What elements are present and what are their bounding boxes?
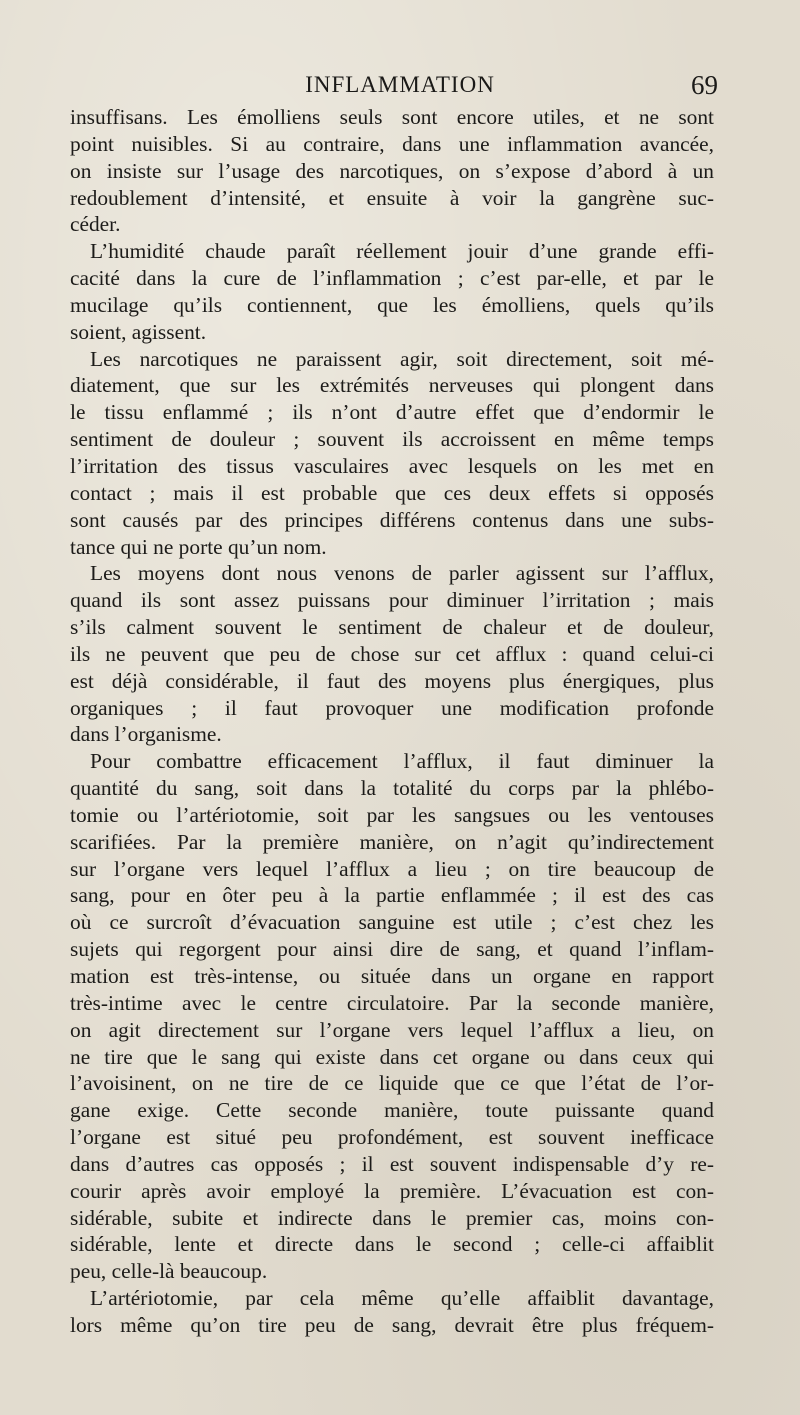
- body-text: [70, 104, 714, 1339]
- text-line: soient, agissent.: [70, 319, 207, 344]
- text-line: le tissu enflammé ; ils n’ont d’autre effet que d’endormir le: [70, 400, 714, 425]
- text-line: très-intime avec le centre circulatoire. Par la seconde manière,: [70, 990, 714, 1015]
- text-line: redoublement d’intensité, et ensuite à voir la gangrène suc-: [70, 185, 714, 210]
- text-line: lors même qu’on tire peu de sang, devrait être plus fréquem-: [70, 1312, 714, 1337]
- text-line: sujets qui regorgent pour ainsi dire de sang, et quand l’inflam-: [70, 937, 714, 962]
- text-line: insuffisans. Les émolliens seuls sont encore utiles, et ne sont: [70, 105, 714, 129]
- text-line: Pour combattre efficacement l’afflux, il faut diminuer la: [90, 749, 714, 774]
- text-line: tance qui ne porte qu’un nom.: [70, 534, 327, 559]
- text-line: ils ne peuvent que peu de chose sur cet afflux : quand celui-ci: [70, 641, 714, 666]
- text-line: s’ils calment souvent le sentiment de chaleur et de douleur,: [70, 615, 714, 640]
- text-line: sont causés par des principes différens contenus dans une subs-: [70, 507, 714, 532]
- text-line: ne tire que le sang qui existe dans cet organe ou dans ceux qui: [70, 1044, 714, 1069]
- text-line: sidérable, subite et indirecte dans le premier cas, moins con-: [70, 1205, 714, 1230]
- page-header: [0, 70, 800, 104]
- text-line: l’organe est situé peu profondément, est souvent inefficace: [70, 1125, 714, 1150]
- text-line: dans l’organisme.: [70, 722, 222, 747]
- text-line: mation est très-intense, ou située dans un organe en rapport: [70, 964, 714, 988]
- text-line: on insiste sur l’usage des narcotiques, on s’expose d’abord à un: [70, 158, 714, 183]
- text-line: courir après avoir employé la première. L’évacuation est con-: [70, 1178, 714, 1203]
- text-line: sang, pour en ôter peu à la partie enflammée ; il est des cas: [70, 883, 714, 908]
- text-line: organiques ; il faut provoquer une modification profonde: [70, 695, 714, 720]
- text-line: tomie ou l’artériotomie, soit par les sangsues ou les ventouses: [70, 802, 714, 827]
- running-title: INFLAMMATION: [305, 72, 495, 97]
- text-line: est déjà considérable, il faut des moyens plus énergiques, plus: [70, 668, 714, 693]
- text-line: où ce surcroît d’évacuation sanguine est utile ; c’est chez les: [70, 910, 714, 935]
- text-line: peu, celle-là beaucoup.: [70, 1259, 268, 1284]
- text-line: scarifiées. Par la première manière, on n’agit qu’indirectement: [70, 829, 714, 854]
- text-line: mucilage qu’ils contiennent, que les émolliens, quels qu’ils: [70, 292, 714, 317]
- text-line: quantité du sang, soit dans la totalité du corps par la phlébo-: [70, 776, 714, 801]
- text-line: dans d’autres cas opposés ; il est souvent indispensable d’y re-: [70, 1151, 714, 1176]
- text-line: L’artériotomie, par cela même qu’elle affaiblit davantage,: [90, 1286, 714, 1311]
- text-line: cacité dans la cure de l’inflammation ; c’est par-elle, et par le: [70, 266, 714, 291]
- text-line: céder.: [70, 212, 121, 237]
- text-line: contact ; mais il est probable que ces deux effets si opposés: [70, 480, 714, 505]
- text-line: sidérable, lente et directe dans le second ; celle-ci affaiblit: [70, 1232, 714, 1257]
- page-number: 69: [691, 70, 718, 100]
- text-line: diatement, que sur les extrémités nerveuses qui plongent dans: [70, 373, 714, 398]
- text-line: Les moyens dont nous venons de parler agissent sur l’afflux,: [90, 561, 714, 586]
- text-line: quand ils sont assez puissans pour diminuer l’irritation ; mais: [70, 588, 714, 613]
- text-line: point nuisibles. Si au contraire, dans une inflammation avancée,: [70, 131, 714, 156]
- text-line: sur l’organe vers lequel l’afflux a lieu ; on tire beaucoup de: [70, 856, 714, 881]
- text-line: sentiment de douleur ; souvent ils accroissent en même temps: [70, 427, 714, 452]
- text-line: l’irritation des tissus vasculaires avec lesquels on les met en: [70, 453, 714, 478]
- text-line: Les narcotiques ne paraissent agir, soit directement, soit mé-: [90, 346, 714, 371]
- text-line: L’humidité chaude paraît réellement jouir d’une grande effi-: [90, 239, 714, 264]
- text-line: gane exige. Cette seconde manière, toute puissante quand: [70, 1098, 714, 1123]
- text-line: on agit directement sur l’organe vers lequel l’afflux a lieu, on: [70, 1017, 714, 1042]
- text-line: l’avoisinent, on ne tire de ce liquide que ce que l’état de l’or-: [70, 1071, 714, 1096]
